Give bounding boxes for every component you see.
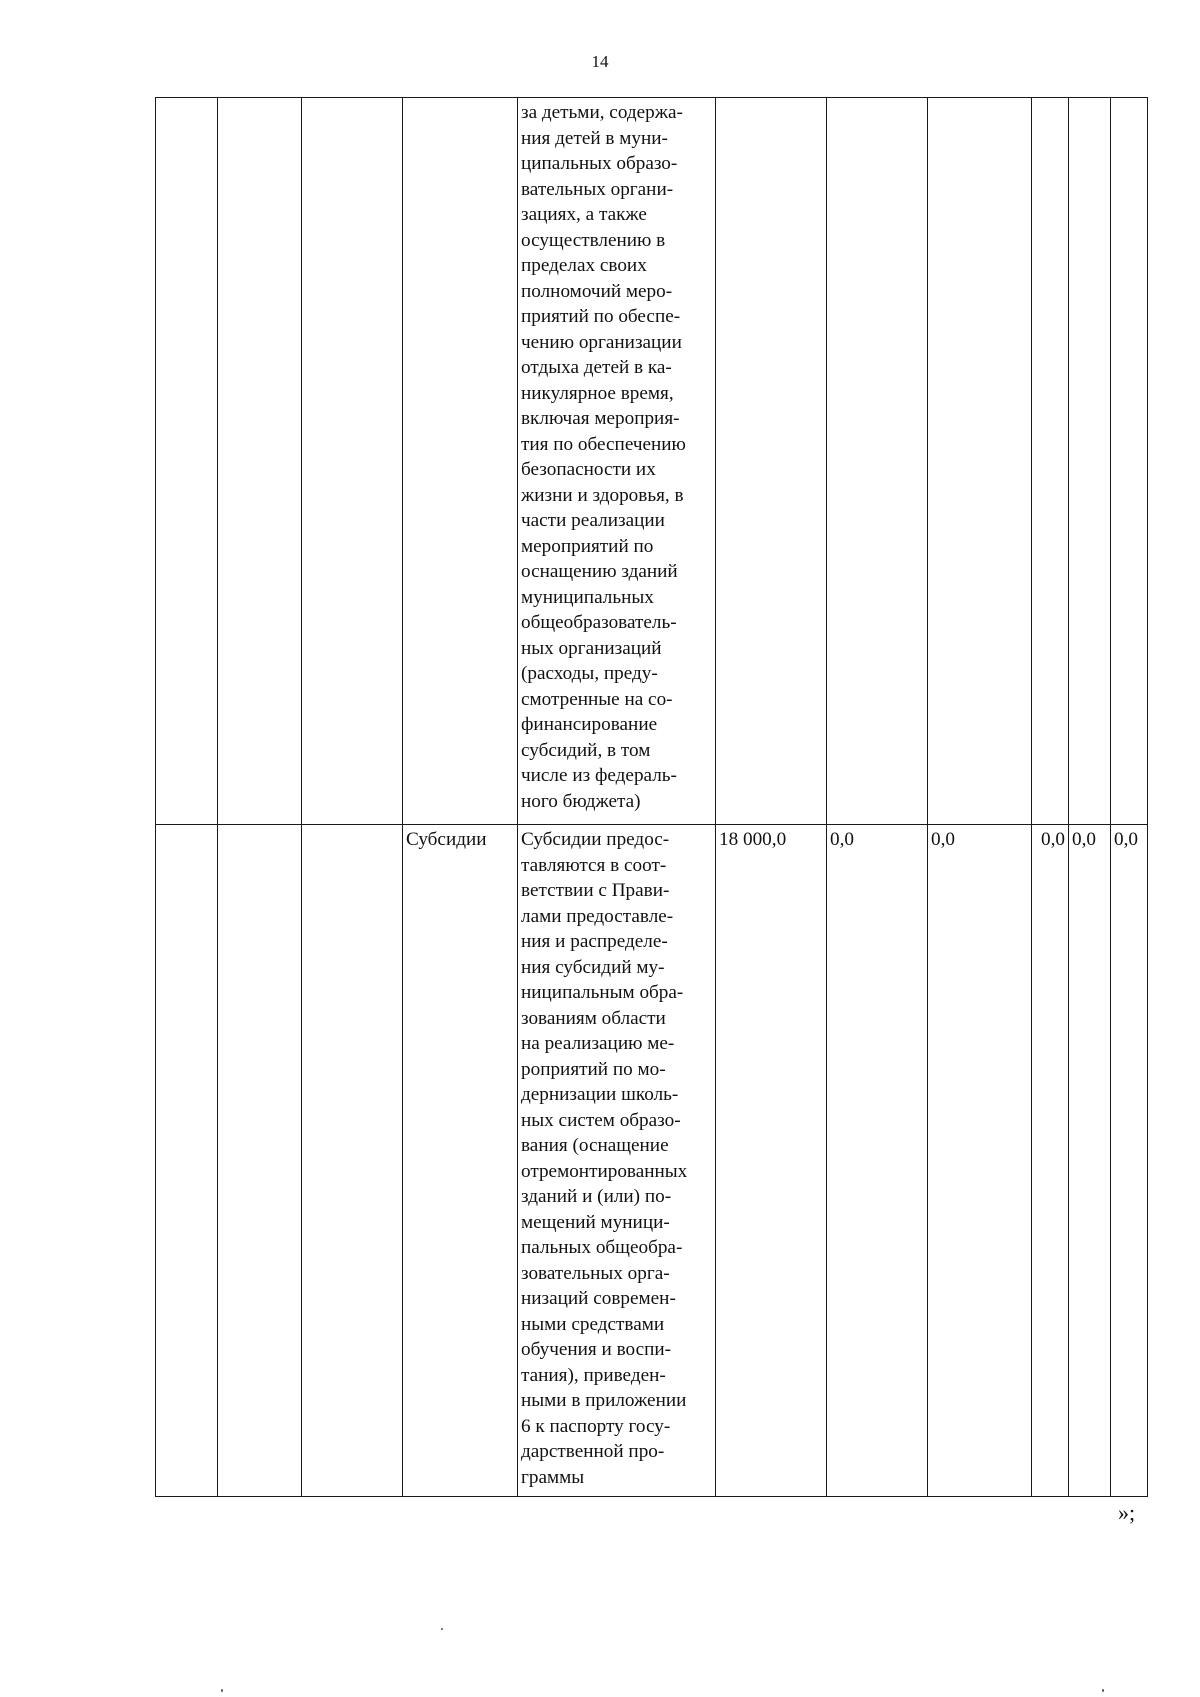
description-line: Субсидии предос-: [521, 829, 670, 850]
value-cell: [1111, 98, 1148, 825]
description-line: низаций современ-: [521, 1288, 676, 1309]
description-line: отремонтированных: [521, 1160, 688, 1182]
description-line: дарственной про-: [521, 1441, 665, 1462]
value-cell: 0,0: [1111, 825, 1148, 1497]
description-line: обучения и воспи-: [521, 1339, 672, 1360]
table-cell: [403, 98, 518, 825]
description-line: ных систем образо-: [521, 1109, 681, 1131]
value-cell: [1069, 98, 1111, 825]
value-cell: [827, 98, 928, 825]
description-line: на реализацию ме-: [521, 1033, 675, 1054]
description-line: субсидий, в том: [521, 739, 651, 761]
description-line: тавляются в соот-: [521, 854, 667, 876]
description-line: 6 к паспорту госу-: [521, 1415, 671, 1437]
description-line: мещений муници-: [521, 1211, 670, 1233]
description-line: пределах своих: [521, 255, 647, 276]
value-cell: 0,0: [1032, 825, 1069, 1497]
description-line: тия по обеспечению: [521, 433, 686, 455]
description-line: зданий и (или) по-: [521, 1186, 672, 1207]
value-cell: [716, 98, 827, 825]
description-line: осуществлению в: [521, 229, 666, 251]
value-cell: 0,0: [928, 825, 1032, 1497]
table-row: [156, 825, 1148, 1497]
value-cell: 0,0: [827, 825, 928, 1497]
description-line: никулярное время,: [521, 382, 674, 404]
table-cell: [302, 825, 403, 1497]
description-line: ципальных образо-: [521, 153, 678, 174]
description-cell: [518, 825, 716, 1497]
description-line: роприятий по мо-: [521, 1058, 666, 1080]
description-line: лами предоставле-: [521, 905, 674, 927]
description-line: ных организаций: [521, 637, 662, 659]
description-line: ния субсидий му-: [521, 956, 665, 978]
description-line: ниципальным обра-: [521, 982, 684, 1003]
scan-speck: [441, 1628, 443, 1630]
table-cell: [218, 98, 302, 825]
budget-table: [155, 97, 1148, 1497]
table-cell: [302, 98, 403, 825]
description-line: тания), приведен-: [521, 1364, 666, 1386]
description-line: зациях, а также: [521, 204, 647, 225]
description-line: ния и распределе-: [521, 931, 668, 952]
scan-speck: [1102, 1689, 1104, 1692]
description-line: вания (оснащение: [521, 1135, 669, 1156]
table-cell: [156, 98, 218, 825]
description-line: мероприятий по: [521, 535, 654, 557]
table-cell: [156, 825, 218, 1497]
description-line: общеобразователь-: [521, 612, 677, 633]
description-line: ного бюджета): [521, 790, 641, 812]
description-line: жизни и здоровья, в: [521, 484, 684, 506]
description-line: безопасности их: [521, 459, 656, 480]
description-line: приятий по обеспе-: [521, 306, 681, 327]
description-line: за детьми, содержа-: [521, 102, 683, 123]
description-line: (расходы, преду-: [521, 663, 658, 684]
description-line: ными средствами: [521, 1313, 665, 1335]
value-cell: [1032, 98, 1069, 825]
table-cell: [218, 825, 302, 1497]
table-row: [156, 98, 1148, 825]
description-line: зованиям области: [521, 1007, 666, 1029]
description-line: муниципальных: [521, 586, 654, 608]
description-line: ветствии с Прави-: [521, 880, 670, 901]
description-line: ными в приложении: [521, 1390, 687, 1411]
description-line: пальных общеобра-: [521, 1237, 683, 1258]
description-line: полномочий меро-: [521, 280, 673, 302]
value-cell: 0,0: [1069, 825, 1111, 1497]
closing-quote-mark: »;: [1118, 1500, 1136, 1525]
description-line: смотренные на со-: [521, 688, 673, 710]
description-line: ния детей в муни-: [521, 127, 668, 149]
value-cell: [928, 98, 1032, 825]
description-line: включая мероприя-: [521, 408, 680, 429]
value-cell: 18 000,0: [716, 825, 827, 1497]
description-line: вательных органи-: [521, 178, 674, 200]
description-line: граммы: [521, 1466, 585, 1488]
page-number: 14: [591, 52, 609, 71]
description-line: числе из федераль-: [521, 765, 677, 786]
scan-speck: [221, 1689, 223, 1692]
description-line: оснащению зданий: [521, 561, 678, 582]
description-line: чению организации: [521, 331, 682, 353]
description-line: отдыха детей в ка-: [521, 357, 672, 378]
description-cell: [518, 98, 716, 825]
description-line: зовательных орга-: [521, 1262, 670, 1284]
description-line: финансирование: [521, 714, 658, 735]
description-line: части реализации: [521, 510, 665, 531]
description-line: дернизации школь-: [521, 1084, 679, 1105]
type-cell: Субсидии: [403, 825, 518, 1497]
